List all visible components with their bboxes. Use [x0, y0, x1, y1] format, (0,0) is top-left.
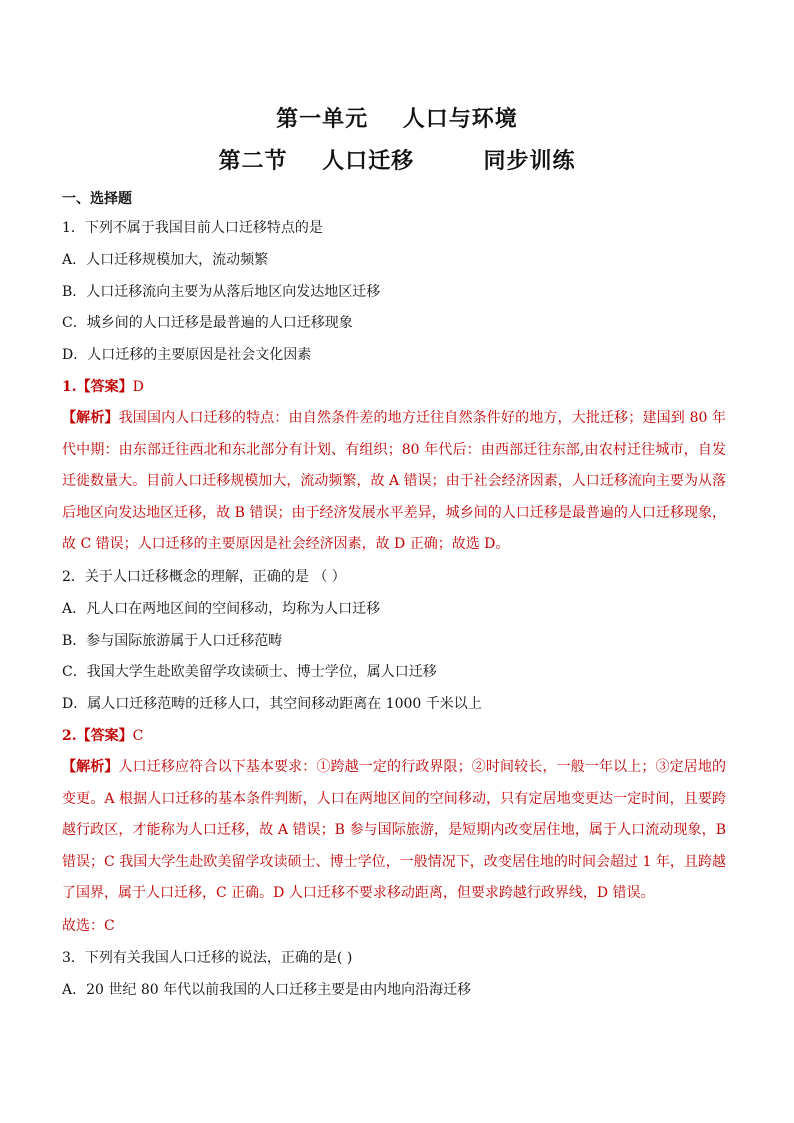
- question-2-analysis: [62, 752, 726, 910]
- question-2-conclusion: 故选：C: [62, 918, 115, 934]
- analysis-label: 【解析】: [62, 410, 119, 426]
- question-2-option-d: D．属人口迁移范畴的迁移人口，其空间移动距离在 1000 千米以上: [62, 696, 482, 712]
- answer-label: 2.【答案】: [62, 728, 133, 744]
- answer-label: 1.【答案】: [62, 379, 133, 395]
- question-2-stem: 2．关于人口迁移概念的理解，正确的是 （ ）: [62, 569, 346, 585]
- question-1-option-b: B．人口迁移流向主要为从落后地区向发达地区迁移: [62, 284, 381, 300]
- unit-title: 第一单元 人口与环境: [276, 106, 518, 132]
- section-heading: 一、选择题: [62, 191, 132, 207]
- question-2-option-a: A．凡人口在两地区间的空间移动，均称为人口迁移: [62, 601, 381, 617]
- answer-value: C: [132, 728, 144, 744]
- question-2-option-c: C．我国大学生赴欧美留学攻读硕士、博士学位，属人口迁移: [62, 664, 437, 680]
- answer-value: D: [132, 379, 144, 395]
- question-1-option-c: C．城乡间的人口迁移是最普遍的人口迁移现象: [62, 315, 353, 331]
- question-1-analysis: [62, 403, 726, 561]
- question-2-option-b: B．参与国际旅游属于人口迁移范畴: [62, 633, 283, 649]
- question-1-option-a: A．人口迁移规模加大，流动频繁: [62, 252, 269, 268]
- question-1-stem: 1．下列不属于我国目前人口迁移特点的是: [62, 220, 323, 236]
- question-1-option-d: D．人口迁移的主要原因是社会文化因素: [62, 347, 312, 363]
- question-1-answer: [62, 377, 738, 397]
- section-title: 第二节 人口迁移 同步训练: [218, 148, 576, 174]
- question-3-stem: 3．下列有关我国人口迁移的说法，正确的是( ): [62, 950, 353, 966]
- analysis-text: 人口迁移应符合以下基本要求：①跨越一定的行政界限；②时间较长，一般一年以上；③定居地的变更。A 根据人口迁移的基本条件判断，人口在两地区间的空间移动，只有定居地变更达一定时间，且要跨越行政区，才能称为人口迁移，故 A 错误；B 参与国际旅游，是短期内改变居住地，属于人口流动现象，B 错误；C 我国大学生赴欧美留学攻读硕士、博士学位，一般情况下，改变居住地的时间会超过 1 年，且跨越了国界，属于人口迁移，C 正确。D 人口迁移不要求移动距离，但要求跨越行政界线，D 错误。: [62, 759, 727, 901]
- question-2-answer: [62, 726, 738, 746]
- analysis-text: 我国国内人口迁移的特点：由自然条件差的地方迁往自然条件好的地方，大批迁移；建国到 80 年代中期：由东部迁往西北和东北部分有计划、有组织；80 年代后：由西部迁往东部,由农村迁往城市，自发迁徙数量大。目前人口迁移规模加大，流动频繁，故 A 错误；由于社会经济因素，人口迁移流向主要为从落后地区向发达地区迁移，故 B 错误；由于经济发展水平差异，城乡间的人口迁移是最普遍的人口迁移现象，故 C 错误；人口迁移的主要原因是社会经济因素，故 D 正确；故选 D。: [62, 410, 727, 552]
- analysis-label: 【解析】: [62, 759, 119, 775]
- question-3-option-a: A．20 世纪 80 年代以前我国的人口迁移主要是由内地向沿海迁移: [62, 982, 472, 998]
